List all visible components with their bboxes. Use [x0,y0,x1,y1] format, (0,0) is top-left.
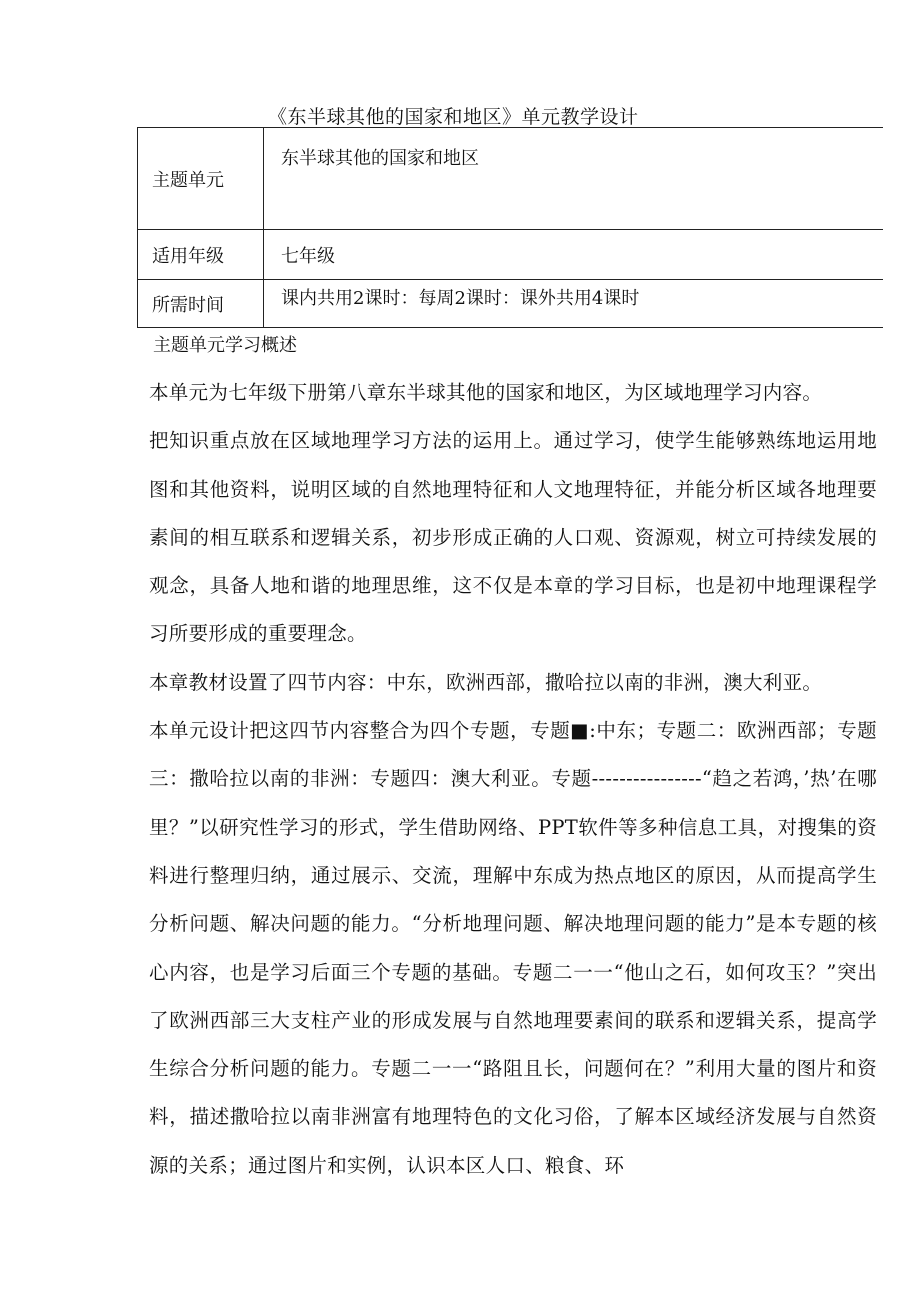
table-value-grade: 七年级 [264,230,884,280]
table-label-theme: 主题单元 [138,128,264,230]
table-row [138,280,884,328]
document-title: 《东半球其他的国家和地区》单元教学设计 [268,106,639,128]
table-label-time: 所需时间 [138,280,264,328]
paragraph: 本单元为七年级下册第八章东半球其他的国家和地区，为区域地理学习内容。 [149,381,823,404]
overview-body [149,369,877,1190]
paragraph: 把知识重点放在区域地理学习方法的运用上。通过学习，使学生能够熟练地运用地图和其他资料，说明区域的自然地理特征和人文地理特征，并能分析区域各地理要素间的相互联系和逻辑关系，初步形成正确的人口观、资源观，树立可持续发展的观念，具备人地和谐的地理思维，这不仅是本章的学习目标，也是初中地理课程学习所要形成的重要理念。 [149,429,877,646]
table-label-grade: 适用年级 [138,230,264,280]
table-value-theme: 东半球其他的国家和地区 [264,128,884,230]
table-value-time: 课内共用2课时：每周2课时：课外共用4课时 [264,280,884,328]
unit-info-table [137,127,883,328]
table-row [138,230,884,280]
overview-heading: 主题单元学习概述 [153,335,297,356]
table-row [138,128,884,230]
paragraph: 本单元设计把这四节内容整合为四个专题，专题■:中东；专题二：欧洲西部；专题三：撒哈拉以南的非洲：专题四：澳大利亚。专题----------------“趋之若鸿，’热’在哪里？”以研究性学习的形式，学生借助网络、PPT软件等多种信息工具，对搜集的资料进行整理归纳，通过展示、交流，理解中东成为热点地区的原因，从而提高学生分析问题、解决问题的能力。“分析地理问题、解决地理问题的能力”是本专题的核心内容，也是学习后面三个专题的基础。专题二一一“他山之石，如何攻玉？”突出了欧洲西部三大支柱产业的形成发展与自然地理要素间的联系和逻辑关系，提高学生综合分析问题的能力。专题二一一“路阻且长，问题何在？”利用大量的图片和资料，描述撒哈拉以南非洲富有地理特色的文化习俗，了解本区域经济发展与自然资源的关系；通过图片和实例，认识本区人口、粮食、环 [149,719,877,1177]
paragraph: 本章教材设置了四节内容：中东，欧洲西部，撒哈拉以南的非洲，澳大利亚。 [149,670,823,694]
